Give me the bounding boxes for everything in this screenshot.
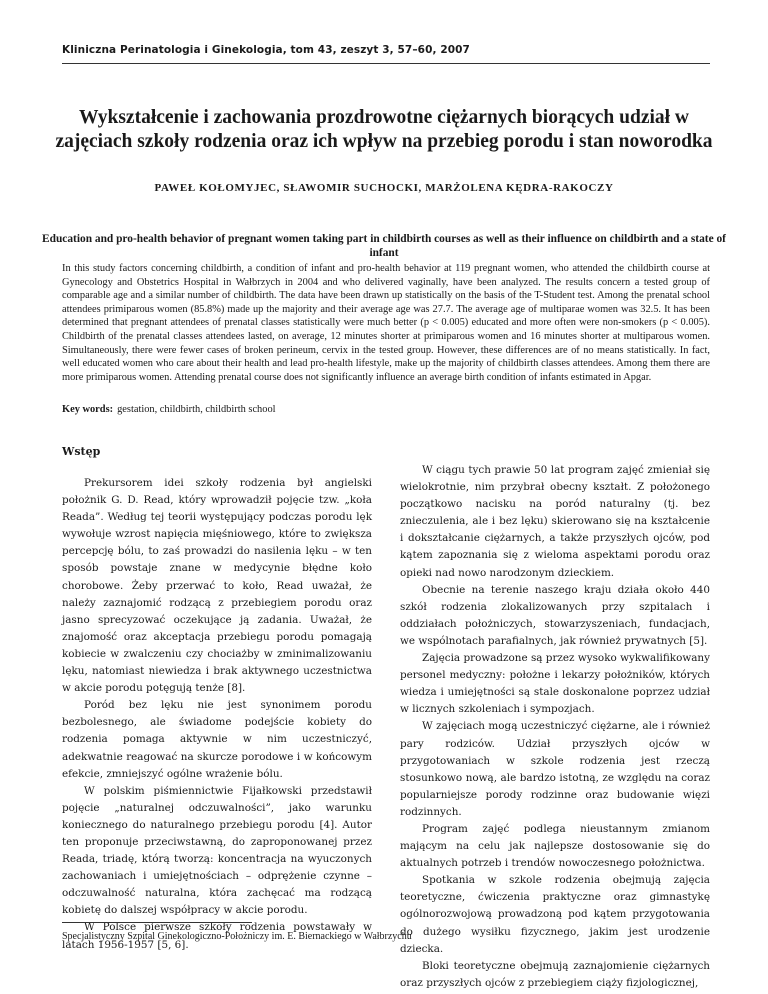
paragraph: Obecnie na terenie naszego kraju działa około 440 szkół rodzenia zlokalizowanych przy szpitalach i oddziałach położniczych, stowarzyszeniach, fundacjach, we wspólnotach parafialnych, jak również prywatnych [5]. xyxy=(400,583,710,647)
paragraph: W zajęciach mogą uczestniczyć ciężarne, ale i również pary rodziców. Udział przyszłych ojców w przygotowaniach w szkole rodzenia jest rzeczą stosunkowo nową, ale bardzo istotną, ze względu na coraz popularniejsze porody rodzinne oraz budowanie więzi rodzinnych. xyxy=(400,720,710,818)
paragraph: Zajęcia prowadzone są przez wysoko wykwalifikowany personel medyczny: położne i lekarzy położników, których wiedza i umiejętności są stale doskonalone poprzez udział w licznych szkoleniach i sympozjach. xyxy=(400,652,710,716)
right-column xyxy=(400,462,710,992)
paragraph: Prekursorem idei szkoły rodzenia był angielski położnik G. D. Read, który wprowadził pojęcie tzw. „koła Reada”. Według tej teorii występujący podczas porodu lęk wywołuje wzrost napięcia mięśniowego, które to zwiększa percepcję bólu, to zaś prowadzi do nasilenia lęku – w ten sposób powstaje znane w medycynie błędne koło chorobowe. Żeby przerwać to koło, Read uważał, że należy zaznajomić rodzącą z przebiegiem porodu oraz jasno sprecyzować oczekujące ją zadania. Uważał, że znajomość oraz akceptacja przebiegu porodu pomagają kobiecie w zwalczeniu czy chociażby w zminimalizowaniu lęku, natomiast niewiedza i brak aktywnego uczestnictwa w akcie porodu potęgują tenże [8]. xyxy=(62,477,372,695)
abstract: In this study factors concerning childbirth, a condition of infant and pro-health behavior at 119 pregnant women, who attended the childbirth course at Gynecology and Obstetrics Hospital in Wałbrzych in 2004 and who delivered vaginally, have been analyzed. The results concern a tested group of comparable age and a similar number of childbirth. The data have been drawn up statistically on the basis of the T-Student test. Among the prenatal school attendees primiparous women (85.8%) made up the majority and their average age was 27.7. The average age of multiparae women was 32.5. It has been determined that pregnant attendees of prenatal classes statistically were much better (p < 0.005) educated and more often were non-smokers (p < 0.005). Childbirth of the prenatal classes attendees lasted, on average, 12 minutes shorter at primiparous women and 16 minutes shorter at multiparous women. Simultaneously, there were fewer cases of broken perineum, cervix in the tested group. However, these differences are of no means statistically. In fact, well educated women who care about their health and lead pro-health lifestyle, make up the majority of childbirth classes attendees. Among them there are more primiparous women. Attending prenatal course does not significantly influence an average birth condition of infants estimated in Apgar. xyxy=(62,263,710,383)
paragraph: Bloki teoretyczne obejmują zaznajomienie ciężarnych oraz przyszłych ojców z przebiegiem ciąży fizjologicznej, xyxy=(400,959,710,989)
keywords-text: gestation, childbirth, childbirth school xyxy=(117,404,276,415)
paragraph: Spotkania w szkole rodzenia obejmują zajęcia teoretyczne, ćwiczenia praktyczne oraz gimnastykę ogólnorozwojową prowadzoną pod kątem przygotowania do dużego wysiłku fizycznego, jakim jest urodzenie dziecka. xyxy=(400,874,710,955)
footnote: Specjalistyczny Szpital Ginekologiczno-Położniczy im. E. Biernackiego w Wałbrzychu xyxy=(62,931,412,942)
running-head: Kliniczna Perinatologia i Ginekologia, tom 43, zeszyt 3, 57–60, 2007 xyxy=(62,44,470,56)
footnote-divider xyxy=(62,922,252,923)
paragraph: W ciągu tych prawie 50 lat program zajęć zmieniał się wielokrotnie, nim przybrał obecny kształt. Z położonego początkowo nacisku na poród naturalny (tj. bez znieczulenia, ale i bez lęku) skierowano się na kształcenie i dokształcanie ciężarnych, a także przyszłych ojców, pod kątem zapoznania się z wieloma aspektami porodu oraz opieki nad nowo narodzonym dzieckiem. xyxy=(400,464,710,579)
paragraph: Program zajęć podlega nieustannym zmianom mającym na celu jak najlepsze dostosowanie się do aktualnych potrzeb i trendów nowoczesnego położnictwa. xyxy=(400,822,710,870)
authors: PAWEŁ KOŁOMYJEC, SŁAWOMIR SUCHOCKI, MARŻOLENA KĘDRA-RAKOCZY xyxy=(154,182,614,194)
article-title: Wykształcenie i zachowania prozdrowotne ciężarnych biorących udział w zajęciach szkoły rodzenia oraz ich wpływ na przebieg porodu i stan noworodka xyxy=(55,107,713,152)
paragraph: W Polsce pierwsze szkoły rodzenia powstawały w latach 1956-1957 [5, 6]. xyxy=(62,921,372,951)
keywords xyxy=(62,404,710,415)
paragraph: Poród bez lęku nie jest synonimem porodu bezbolesnego, ale świadome podejście kobiety do rodzenia pomaga aktywnie w nim uczestniczyć, adekwatnie reagować na skurcze porodowe i w końcowym efekcie, zmniejszyć ogólne wrażenie bólu. xyxy=(62,699,372,780)
paragraph: W polskim piśmiennictwie Fijałkowski przedstawił pojęcie „naturalnej odczuwalności”, jako warunku koniecznego do naturalnego przebiegu porodu [4]. Autor ten proponuje przeciwstawną, do zaproponowanej przez Reada, triadę, którą tworzą: koncentracja na wyuczonych zachowaniach i umiejętnościach – odprężenie czynne – odczuwalność naturalna, która zachęcać ma rodzącą kobietę do dalszej współpracy w akcie porodu. xyxy=(62,784,372,917)
left-column xyxy=(62,444,372,954)
keywords-label: Key words: xyxy=(62,404,114,415)
english-title: Education and pro-health behavior of pregnant women taking part in childbirth courses as well as their influence on childbirth and a state of infant xyxy=(42,233,726,259)
section-heading: Wstęp xyxy=(62,445,101,458)
header-divider xyxy=(62,63,710,64)
